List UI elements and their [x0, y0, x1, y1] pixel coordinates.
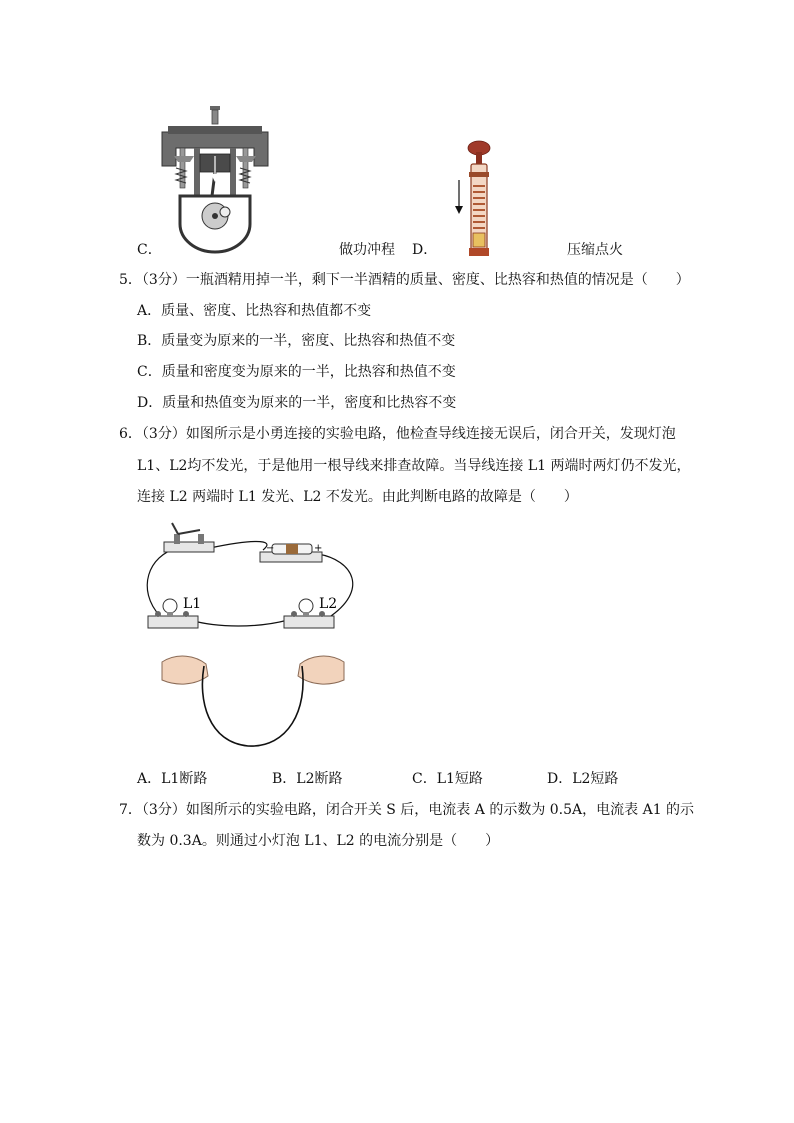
q6-circuit-figure — [138, 520, 370, 750]
battery-plus-label: + — [314, 543, 323, 554]
q6-option-d: D．L2短路 — [547, 771, 619, 787]
engine-power-stroke-figure — [150, 104, 275, 254]
compression-ignition-tube-figure — [450, 138, 500, 258]
q6-stem-line3: 连接 L2 两端时 L1 发光、L2 不发光。由此判断电路的故障是（ ） — [137, 489, 578, 505]
battery-minus-label: − — [266, 543, 275, 554]
q6-option-a: A．L1断路 — [137, 771, 208, 787]
option-c-caption: 做功冲程 — [339, 242, 395, 258]
q7-stem-line2: 数为 0.3A。则通过小灯泡 L1、L2 的电流分别是（ ） — [137, 833, 500, 849]
q6-stem-line2: L1、L2均不发光，于是他用一根导线来排查故障。当导线连接 L1 两端时两灯仍不发光， — [137, 458, 691, 474]
option-c-letter: C． — [137, 242, 162, 258]
q7-stem-line1: 7．（3分）如图所示的实验电路，闭合开关 S 后，电流表 A 的示数为 0.5A，电流表 A1 的示 — [119, 802, 695, 818]
q6-option-b: B．L2断路 — [272, 771, 343, 787]
q6-option-c: C．L1短路 — [412, 771, 483, 787]
q5-stem: 5．（3分）一瓶酒精用掉一半，剩下一半酒精的质量、密度、比热容和热值的情况是（ ） — [119, 272, 690, 288]
q5-option-a: A．质量、密度、比热容和热值都不变 — [137, 303, 372, 319]
option-d-caption: 压缩点火 — [567, 242, 623, 258]
lamp-l1-label: L1 — [183, 596, 202, 612]
q6-stem-line1: 6．（3分）如图所示是小勇连接的实验电路，他检查导线连接无误后，闭合开关，发现灯泡 — [119, 426, 676, 442]
lamp-l2-label: L2 — [319, 596, 338, 612]
q5-option-d: D．质量和热值变为原来的一半，密度和比热容不变 — [137, 395, 457, 411]
option-d-letter: D． — [412, 242, 438, 258]
q5-option-b: B．质量变为原来的一半，密度、比热容和热值不变 — [137, 333, 456, 349]
q5-option-c: C．质量和密度变为原来的一半，比热容和热值不变 — [137, 364, 456, 380]
